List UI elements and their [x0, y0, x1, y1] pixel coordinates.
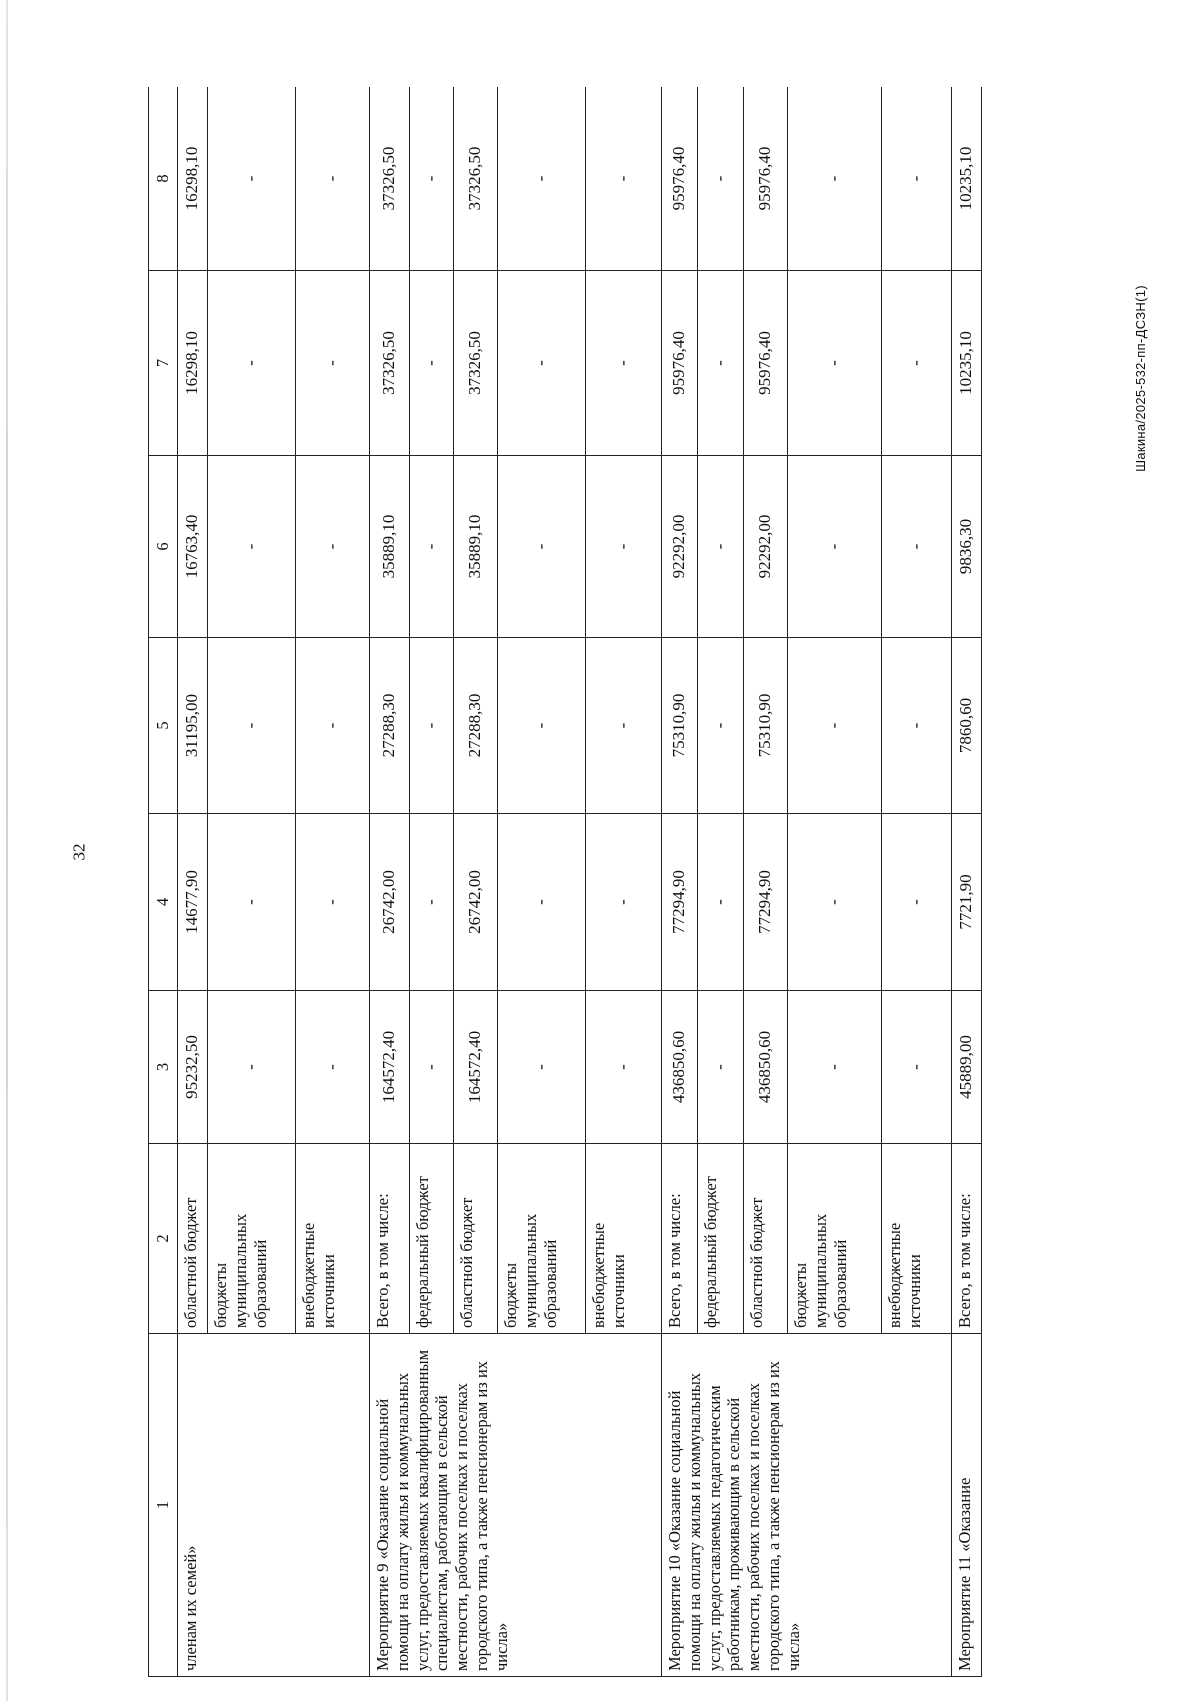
value-cell: - — [698, 271, 744, 456]
document-code — [1125, 213, 1155, 543]
value-cell: 37326,50 — [370, 87, 410, 271]
value-cell: - — [586, 87, 662, 271]
value-cell: - — [882, 638, 952, 814]
funding-source-cell: Всего, в том числе: — [952, 1144, 982, 1334]
value-cell: 16298,10 — [178, 87, 208, 271]
value-cell: 37326,50 — [454, 271, 498, 456]
funding-source-cell: Всего, в том числе: — [662, 1144, 698, 1334]
value-cell: 26742,00 — [370, 814, 410, 991]
column-header: 4 — [149, 814, 178, 991]
value-cell: - — [296, 814, 370, 991]
value-cell: - — [410, 814, 454, 991]
value-cell: 37326,50 — [454, 87, 498, 271]
value-cell: 77294,90 — [744, 814, 788, 991]
table-frame — [148, 87, 1093, 1677]
column-header: 6 — [149, 456, 178, 638]
value-cell: - — [882, 271, 952, 456]
value-cell: - — [410, 638, 454, 814]
scan-edge — [6, 0, 8, 1701]
value-cell: - — [882, 814, 952, 991]
table-row — [370, 87, 410, 1677]
funding-source-cell: внебюджетные источники — [882, 1144, 952, 1334]
value-cell: 95976,40 — [744, 87, 788, 271]
event-cell: Мероприятие 9 «Оказание социальной помощи на оплату жилья и коммунальных услуг, предоставляемых квалифицированным специалистам, работающим в сельской местности, рабочих поселках и поселках городского типа, а также пенсионерам из их числа» — [370, 1334, 662, 1677]
value-cell: - — [698, 87, 744, 271]
funding-source-cell: областной бюджет — [178, 1144, 208, 1334]
budget-table — [148, 87, 982, 1677]
value-cell: - — [498, 991, 586, 1144]
value-cell: - — [788, 991, 882, 1144]
column-header: 8 — [149, 87, 178, 271]
value-cell: - — [698, 814, 744, 991]
value-cell: - — [208, 271, 296, 456]
value-cell: 26742,00 — [454, 814, 498, 991]
value-cell: - — [208, 456, 296, 638]
event-cell: Мероприятие 10 «Оказание социальной помощи на оплату жилья и коммунальных услуг, предоставляемых педагогическим работникам, проживающим в сельской местности, рабочих поселках и поселках городского типа, а также пенсионерам из их числа» — [662, 1334, 952, 1677]
value-cell: - — [586, 456, 662, 638]
value-cell: 164572,40 — [370, 991, 410, 1144]
value-cell: - — [208, 814, 296, 991]
funding-source-cell: бюджеты муниципальных образований — [208, 1144, 296, 1334]
value-cell: - — [410, 271, 454, 456]
value-cell: - — [296, 456, 370, 638]
header-row — [149, 87, 178, 1677]
value-cell: - — [498, 87, 586, 271]
value-cell: 9836,30 — [952, 456, 982, 638]
column-header: 1 — [149, 1334, 178, 1677]
funding-source-cell: федеральный бюджет — [698, 1144, 744, 1334]
event-cell: членам их семей» — [178, 1334, 370, 1677]
value-cell: - — [882, 991, 952, 1144]
funding-source-cell: Всего, в том числе: — [370, 1144, 410, 1334]
value-cell: 31195,00 — [178, 638, 208, 814]
value-cell: - — [498, 814, 586, 991]
funding-source-cell: областной бюджет — [744, 1144, 788, 1334]
value-cell: - — [296, 271, 370, 456]
value-cell: 35889,10 — [370, 456, 410, 638]
value-cell: - — [882, 456, 952, 638]
rotated-page-content — [148, 87, 1093, 1677]
value-cell: 37326,50 — [370, 271, 410, 456]
funding-source-cell: бюджеты муниципальных образований — [788, 1144, 882, 1334]
value-cell: - — [788, 87, 882, 271]
value-cell: - — [208, 638, 296, 814]
value-cell: 95976,40 — [744, 271, 788, 456]
value-cell: - — [296, 991, 370, 1144]
value-cell: 436850,60 — [744, 991, 788, 1144]
value-cell: - — [586, 638, 662, 814]
funding-source-cell: федеральный бюджет — [410, 1144, 454, 1334]
value-cell: - — [208, 991, 296, 1144]
value-cell: 77294,90 — [662, 814, 698, 991]
value-cell: 35889,10 — [454, 456, 498, 638]
table-row — [178, 87, 208, 1677]
page-number: 32 — [69, 843, 89, 861]
value-cell: - — [410, 456, 454, 638]
value-cell: - — [788, 271, 882, 456]
funding-source-cell: внебюджетные источники — [586, 1144, 662, 1334]
funding-source-cell: областной бюджет — [454, 1144, 498, 1334]
value-cell: 92292,00 — [744, 456, 788, 638]
value-cell: - — [882, 87, 952, 271]
table-row — [952, 87, 982, 1677]
value-cell: 27288,30 — [370, 638, 410, 814]
value-cell: - — [296, 87, 370, 271]
value-cell: 75310,90 — [662, 638, 698, 814]
funding-source-cell: бюджеты муниципальных образований — [498, 1144, 586, 1334]
table-row — [662, 87, 698, 1677]
value-cell: 14677,90 — [178, 814, 208, 991]
value-cell: - — [788, 456, 882, 638]
value-cell: - — [586, 991, 662, 1144]
column-header: 3 — [149, 991, 178, 1144]
value-cell: - — [498, 456, 586, 638]
value-cell: 16763,40 — [178, 456, 208, 638]
value-cell: - — [698, 456, 744, 638]
value-cell: - — [498, 271, 586, 456]
value-cell: 10235,10 — [952, 271, 982, 456]
value-cell: 27288,30 — [454, 638, 498, 814]
value-cell: - — [410, 991, 454, 1144]
value-cell: 7721,90 — [952, 814, 982, 991]
value-cell: 95232,50 — [178, 991, 208, 1144]
column-header: 7 — [149, 271, 178, 456]
value-cell: 16298,10 — [178, 271, 208, 456]
value-cell: - — [498, 638, 586, 814]
value-cell: - — [586, 814, 662, 991]
column-header: 5 — [149, 638, 178, 814]
value-cell: 95976,40 — [662, 271, 698, 456]
value-cell: - — [296, 638, 370, 814]
value-cell: - — [698, 638, 744, 814]
value-cell: - — [698, 991, 744, 1144]
value-cell: 92292,00 — [662, 456, 698, 638]
event-cell: Мероприятие 11 «Оказание — [952, 1334, 982, 1677]
value-cell: - — [788, 638, 882, 814]
funding-source-cell: внебюджетные источники — [296, 1144, 370, 1334]
value-cell: - — [410, 87, 454, 271]
value-cell: - — [208, 87, 296, 271]
document-code-text: Шакина/2025-532-пп-ДСЗН(1) — [1132, 284, 1148, 472]
value-cell: 436850,60 — [662, 991, 698, 1144]
value-cell: - — [586, 271, 662, 456]
value-cell: 7860,60 — [952, 638, 982, 814]
value-cell: 45889,00 — [952, 991, 982, 1144]
column-header: 2 — [149, 1144, 178, 1334]
value-cell: - — [788, 814, 882, 991]
value-cell: 75310,90 — [744, 638, 788, 814]
value-cell: 164572,40 — [454, 991, 498, 1144]
value-cell: 95976,40 — [662, 87, 698, 271]
value-cell: 10235,10 — [952, 87, 982, 271]
